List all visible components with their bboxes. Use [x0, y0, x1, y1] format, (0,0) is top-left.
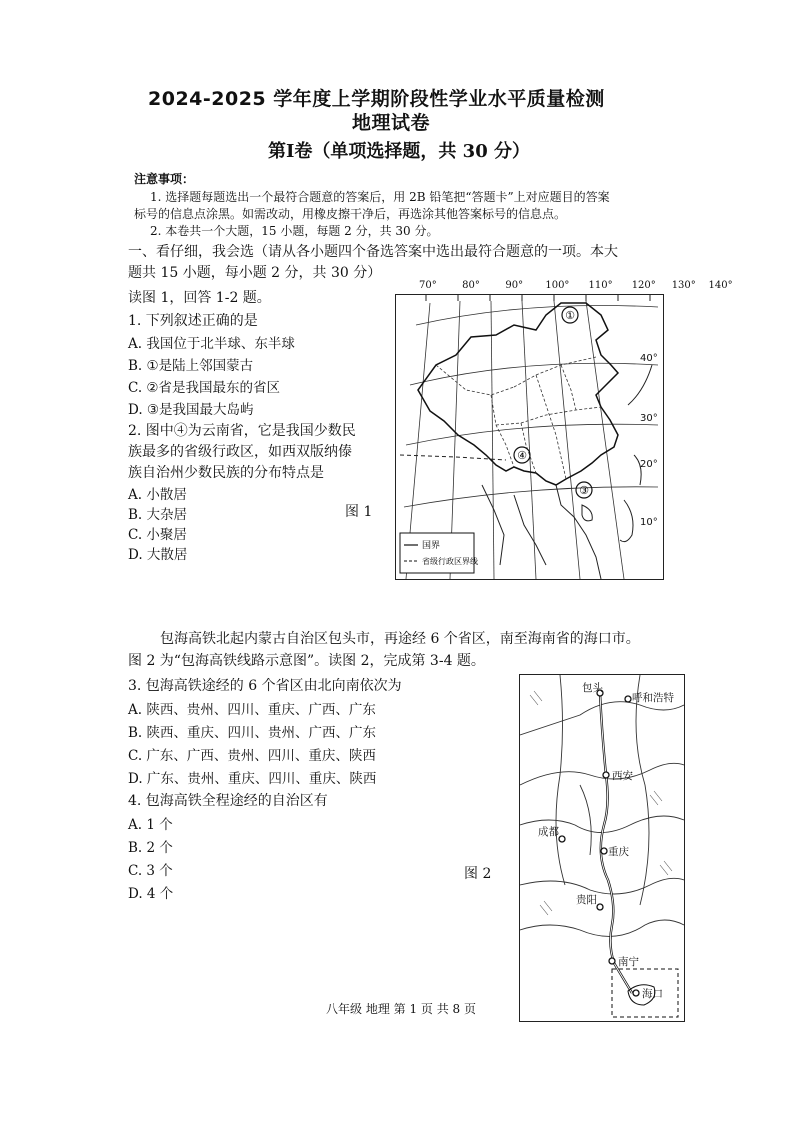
- q1-option-a: A. 我国位于北半球、东半球: [128, 336, 295, 352]
- q1-option-c: C. ②省是我国最东的省区: [128, 380, 281, 396]
- legend-provincial-border: 省级行政区界线: [422, 557, 478, 566]
- lat-label-30: 30°: [640, 413, 658, 424]
- fig1-map-drawing: [396, 295, 663, 579]
- lat-label-10: 10°: [640, 517, 658, 528]
- marker-3: ③: [579, 484, 589, 497]
- city-xian: 西安: [612, 770, 633, 782]
- baohai-intro-line1: 包海高铁北起内蒙古自治区包头市，再途经 6 个省区，南至海南省的海口市。: [160, 631, 640, 647]
- q4-option-b: B. 2 个: [128, 840, 173, 856]
- city-baotou: 包头: [582, 682, 603, 694]
- lon-label-90: [480, 295, 498, 296]
- q1-stem: 1. 下列叙述正确的是: [128, 313, 258, 329]
- q1-option-d: D. ③是我国最大岛屿: [128, 402, 254, 418]
- q2-stem-line1: 2. 图中④为云南省，它是我国少数民: [128, 423, 356, 439]
- q4-option-d: D. 4 个: [128, 886, 174, 902]
- lon-label-120-top: 120°: [631, 280, 656, 291]
- notice-item2: 2. 本卷共一个大题，15 小题，每题 2 分，共 30 分。: [150, 224, 439, 238]
- city-chongqing: 重庆: [608, 846, 629, 858]
- city-hohhot: 呼和浩特: [632, 692, 674, 704]
- q1-option-b: B. ①是陆上邻国蒙古: [128, 358, 254, 374]
- baohai-intro-line2: 图 2 为“包海高铁线路示意图”。读图 2，完成第 3-4 题。: [128, 653, 485, 669]
- lon-label-100-top: 100°: [545, 280, 570, 291]
- lon-label-130-top: 130°: [671, 280, 696, 291]
- q2-option-d: D. 大散居: [128, 547, 188, 563]
- marker-4: ④: [517, 449, 527, 462]
- read-fig1-instruction: 读图 1，回答 1-2 题。: [128, 290, 271, 306]
- page-footer: 八年级 地理 第 1 页 共 8 页: [326, 1002, 476, 1016]
- section-heading: 第Ⅰ卷（单项选择题，共 30 分）: [268, 141, 531, 162]
- fig1-map: [395, 294, 664, 580]
- lon-label-90-top: 90°: [505, 280, 524, 291]
- marker-1: ①: [565, 309, 575, 322]
- q2-option-c: C. 小聚居: [128, 527, 187, 543]
- fig2-map-drawing: [520, 675, 684, 1021]
- fig1-label: 图 1: [345, 504, 373, 520]
- q2-stem-line3: 族自治州少数民族的分布特点是: [128, 465, 324, 481]
- q3-option-c: C. 广东、广西、贵州、四川、重庆、陕西: [128, 748, 376, 764]
- city-guiyang: 贵阳: [576, 894, 597, 906]
- fig1-lon-labels-row: [419, 280, 733, 291]
- lat-label-40: 40°: [640, 353, 658, 364]
- part1-heading-line2: 题共 15 小题，每小题 2 分，共 30 分）: [128, 265, 382, 281]
- part1-heading-line1: 一、看仔细，我会选（请从各小题四个备选答案中选出最符合题意的一项。本大: [128, 244, 618, 260]
- fig2-label: 图 2: [464, 866, 492, 882]
- city-nanning: 南宁: [618, 956, 639, 968]
- q2-option-a: A. 小散居: [128, 487, 187, 503]
- lon-label-80: [448, 295, 466, 296]
- city-haikou: 海口: [642, 988, 663, 1000]
- q3-option-a: A. 陕西、贵州、四川、重庆、广西、广东: [128, 702, 376, 718]
- legend-national-border: 国界: [422, 541, 441, 551]
- notice-heading: 注意事项：: [134, 172, 195, 186]
- exam-title-line1: 2024-2025 学年度上学期阶段性学业水平质量检测: [148, 88, 605, 110]
- q2-stem-line2: 族最多的省级行政区，如西双版纳傣: [128, 444, 352, 460]
- lon-label-110-top: 110°: [588, 280, 613, 291]
- lon-label-70-top: 70°: [419, 280, 437, 291]
- q3-option-b: B. 陕西、重庆、四川、贵州、广西、广东: [128, 725, 377, 741]
- city-chengdu: 成都: [538, 826, 559, 838]
- q3-stem: 3. 包海高铁途经的 6 个省区由北向南依次为: [128, 678, 402, 694]
- q3-option-d: D. 广东、贵州、重庆、四川、重庆、陕西: [128, 771, 377, 787]
- notice-item1-line2: 标号的信息点涂黑。如需改动，用橡皮擦干净后，再选涂其他答案标号的信息点。: [134, 207, 567, 221]
- q4-option-c: C. 3 个: [128, 863, 173, 879]
- lon-label-100: [512, 295, 536, 296]
- q4-option-a: A. 1 个: [128, 817, 173, 833]
- lon-label-70: [416, 295, 434, 296]
- lon-label-140-top: 140°: [708, 280, 733, 291]
- lat-label-20: 20°: [640, 459, 658, 470]
- fig2-map: [519, 674, 685, 1022]
- q4-stem: 4. 包海高铁全程途经的自治区有: [128, 793, 328, 809]
- q2-option-b: B. 大杂居: [128, 507, 188, 523]
- notice-item1-line1: 1. 选择题每题选出一个最符合题意的答案后，用 2B 铅笔把“答题卡”上对应题目的答案: [150, 190, 610, 204]
- exam-title-line2: 地理试卷: [352, 112, 431, 134]
- lon-label-80-top: 80°: [462, 280, 480, 291]
